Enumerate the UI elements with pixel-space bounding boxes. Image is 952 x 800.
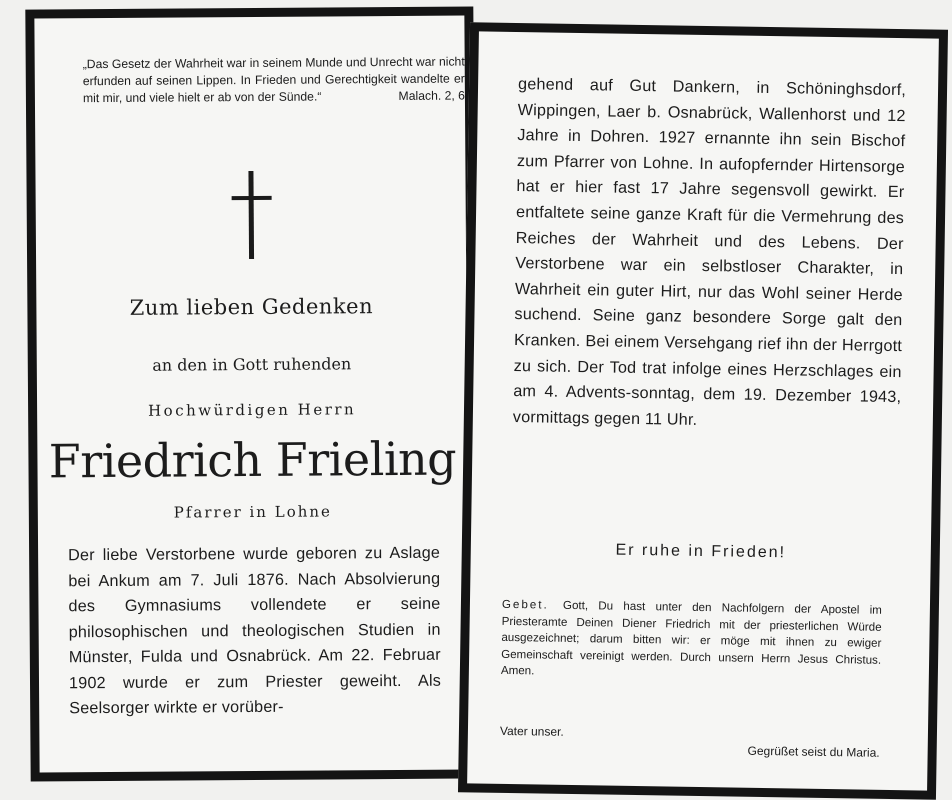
biography-part-2: gehend auf Gut Dankern, in Schöninghsdorf, Wippingen, Laer b. Osnabrück, Wallenhorst und 12 Jahre in Dohren. 1927 ernannte ihn sein Bischof zum Pfarrer von Lohne. In aufopfernder Hirtensorge hat er hier fast 17 Jahre segensvoll gewirkt. Er entfaltete seine ganze Kraft für die Vermehrung des Reiches der Wahrheit und des Lebens. Der Verstorbene war ein selbstloser Charakter, in Wahrheit ein guter Hirt, nur das Wohl seiner Herde suchend. Seine ganz besondere Sorge galt den Kranken. Bei einem Versehgang rief ihn der Herrgott zu sich. Der Tod trat infolge eines Herzschlages ein am 4. Advents-sonntag, dem 19. Dezember 1943, vormittags gegen 11 Uhr. [512,75,907,429]
right-card-panel [458,22,948,799]
biography-part-1: Der liebe Verstorbene wurde geboren zu Aslage bei Ankum am 7. Juli 1876. Nach Absolvierung des Gymnasiums vollendete er seine philosophischen und theologischen Studien in Münster, Fulda und Osnabrück. Am 22. Februar 1902 wurde er zum Priester geweiht. Als Seelsorger wirkte er vorüber- [68,543,442,718]
prayer-text: Gott, Du hast unter den Nachfolgern der Apostel im Priesteramte Deinen Diener Friedrich mit der priesterlichen Würde ausgezeichnet; darum bitten wir: er möge mit ihnen zu ewiger Gemeinschaft vereinigt werden. Durch unsern Herrn Jesus Christus. Amen. [500,598,882,678]
deceased-name: Friedrich Frieling [48,431,457,489]
closing-hail-mary: Gegrüßet seist du Maria. [747,743,880,760]
honorific: Hochwürdigen Herrn [147,400,357,420]
prayer-label: Gebet. [501,597,549,612]
left-card-panel [25,6,478,781]
memorial-heading: Zum lieben Gedenken [129,294,374,320]
epigraph-text: „Das Gesetz der Wahrheit war in seinem Munde und Unrecht war nicht erfunden auf seinen Lippen. In Frieden und Gerechtigkeit wandelte er mit mir, und viele hielt er ab von der Sünde.“ [82,54,465,106]
rest-in-peace: Er ruhe in Frieden! [615,541,787,562]
deceased-role: Pfarrer in Lohne [173,502,332,522]
epigraph-reference: Malach. 2, 6 [398,88,465,103]
cross-icon [231,171,272,259]
closing-our-father: Vater unser. [499,723,564,739]
epigraph [83,54,465,108]
prayer [501,597,882,685]
memorial-subheading: an den in Gott ruhenden [152,354,352,375]
